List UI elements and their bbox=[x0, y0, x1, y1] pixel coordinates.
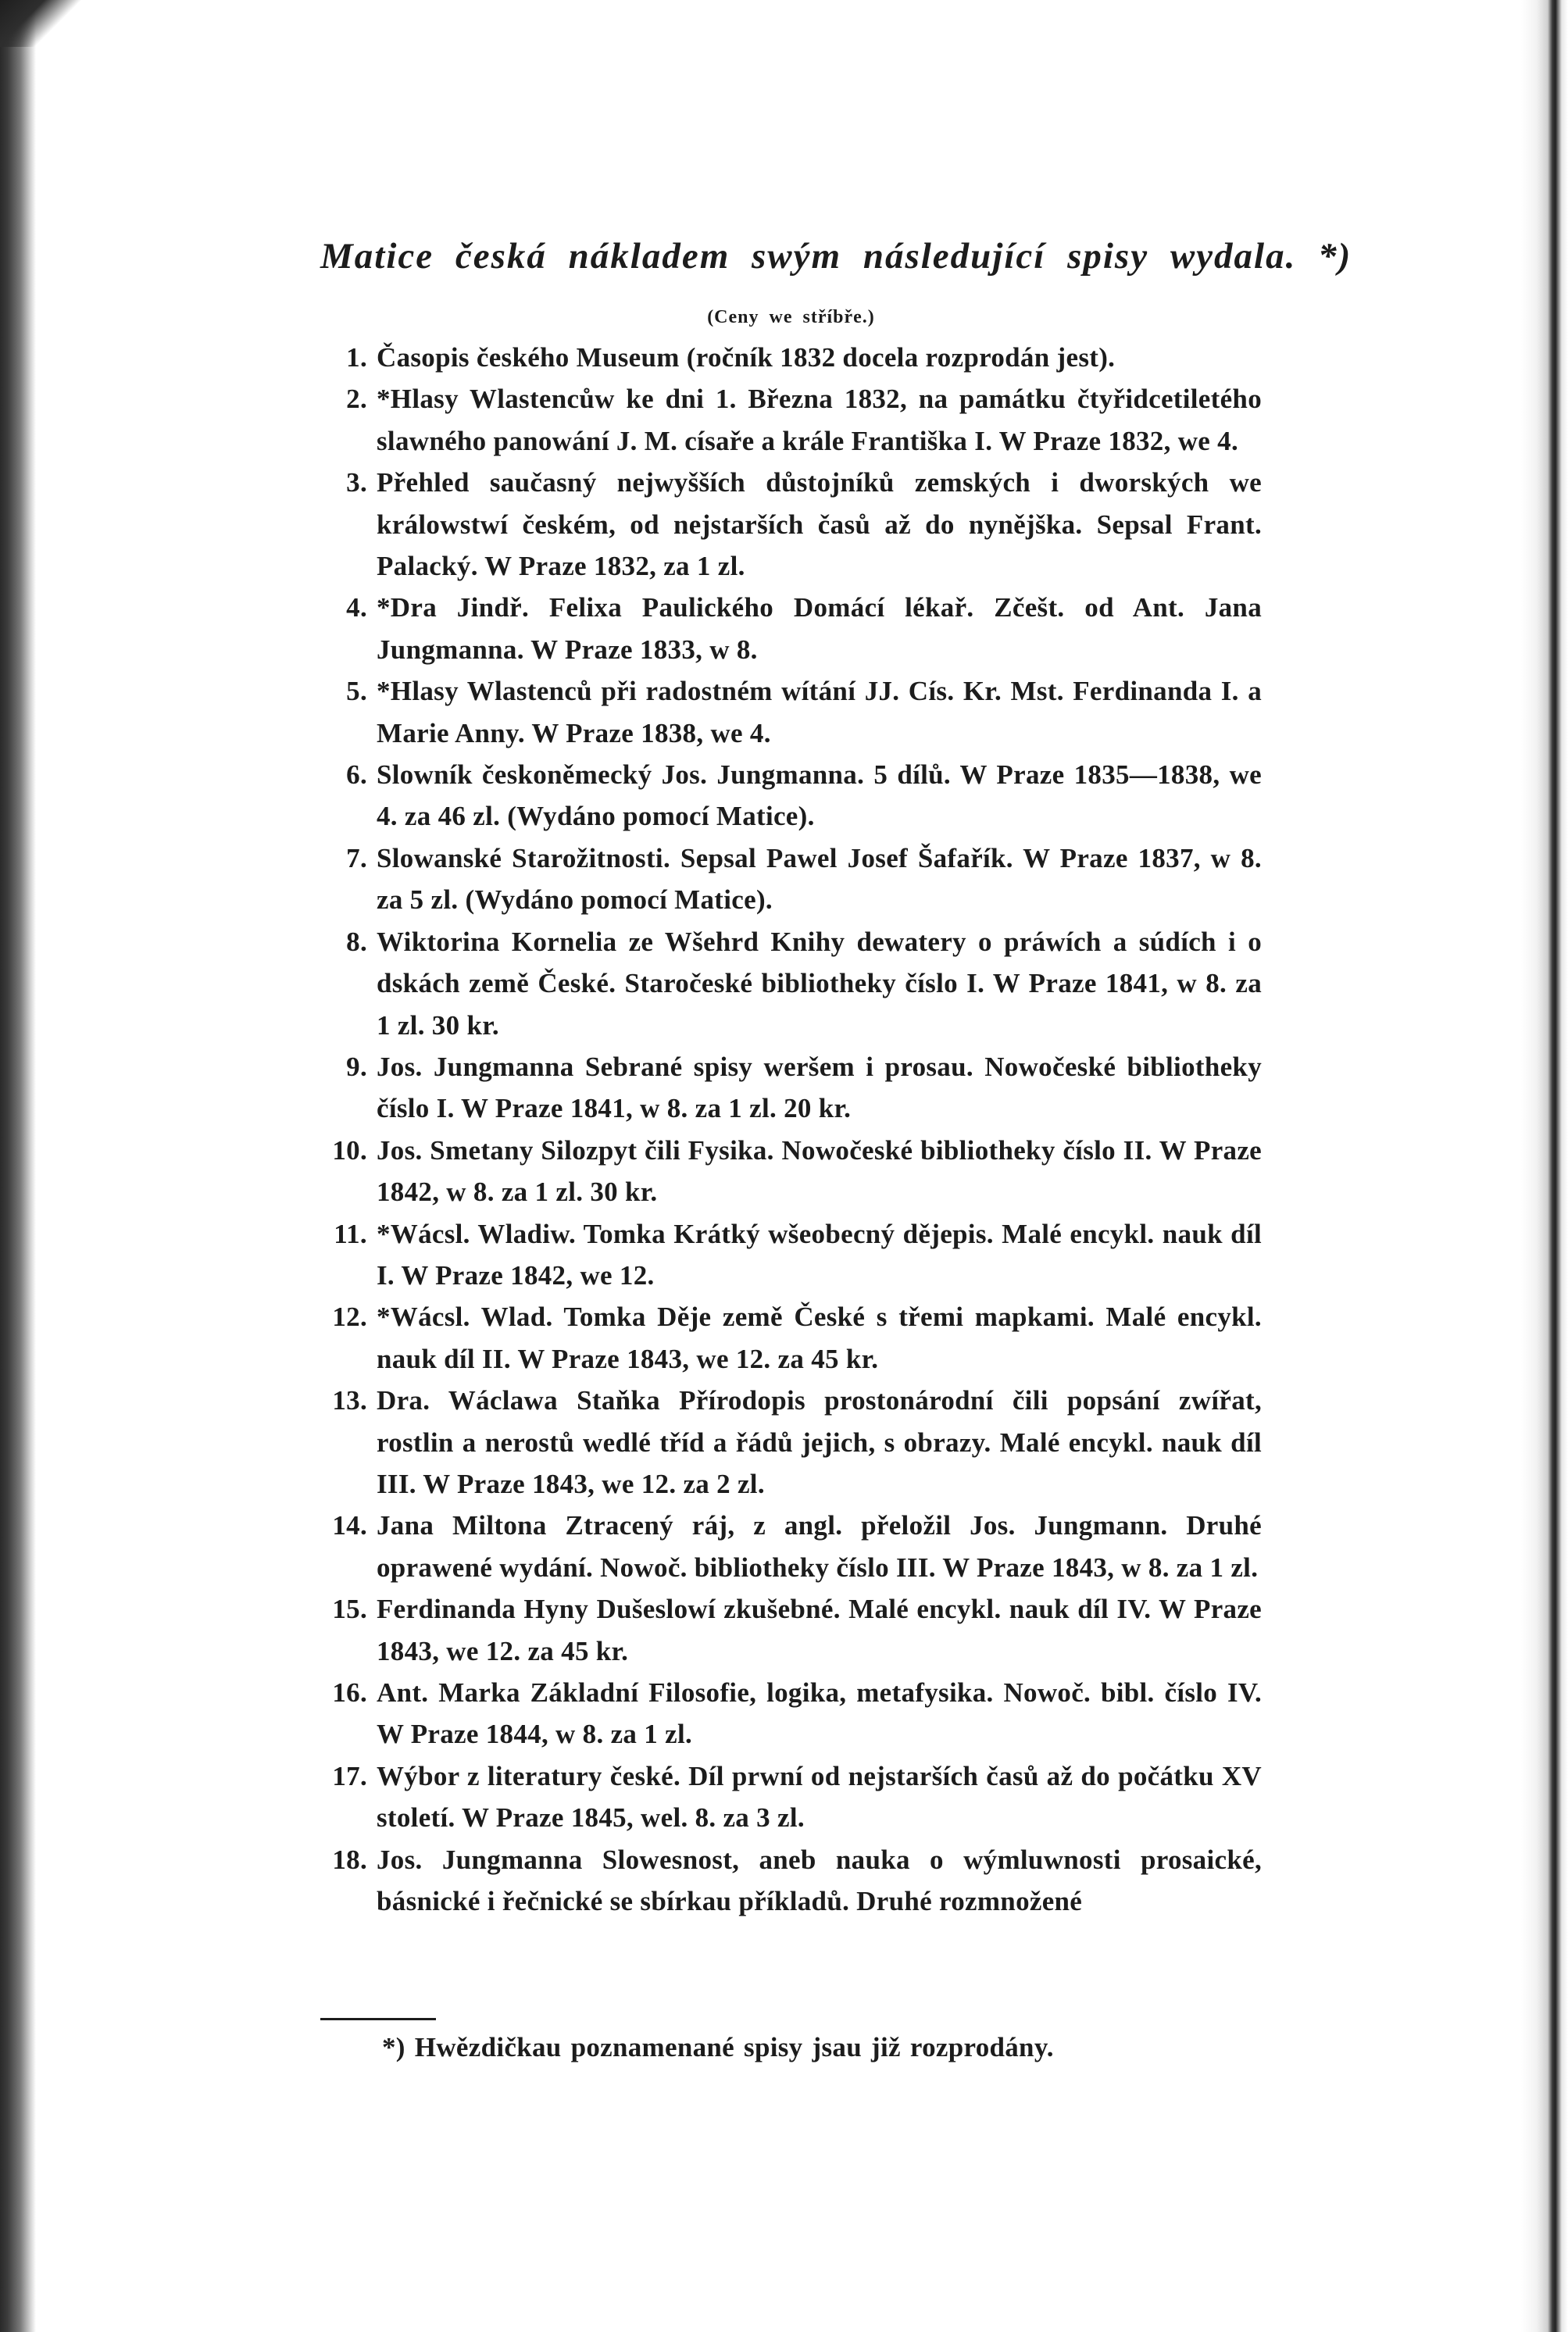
item-text: Ferdinanda Hyny Dušeslowí zkušebné. Malé encykl. nauk díl IV. W Praze 1843, we 12. za 45 kr. bbox=[377, 1594, 1262, 1666]
item-number: 8. bbox=[346, 926, 367, 957]
item-text: *Wácsl. Wladiw. Tomka Krátký wšeobecný dějepis. Malé encykl. nauk díl I. W Praze 1842, we 12. bbox=[377, 1218, 1262, 1291]
list-item bbox=[320, 1130, 1262, 1213]
list-item bbox=[320, 1296, 1262, 1380]
item-number: 12. bbox=[332, 1302, 367, 1333]
item-number: 18. bbox=[332, 1844, 367, 1875]
item-number: 9. bbox=[346, 1051, 367, 1082]
list-item bbox=[320, 1672, 1262, 1755]
item-text: *Hlasy Wlastenců při radostném wítání JJ. Cís. Kr. Mst. Ferdinanda I. a Marie Anny. W Praze 1838, we 4. bbox=[377, 676, 1262, 748]
item-text: *Dra Jindř. Felixa Paulického Domácí lékař. Zčešt. od Ant. Jana Jungmanna. W Praze 1833, w 8. bbox=[377, 592, 1262, 665]
item-text: Wýbor z literatury české. Díl prwní od nejstarších časů až do počátku XV století. W Praze 1845, wel. 8. za 3 zl. bbox=[377, 1760, 1262, 1834]
list-item bbox=[320, 1046, 1262, 1130]
list-item bbox=[320, 587, 1262, 670]
item-number: 5. bbox=[346, 676, 367, 707]
page-title: Matice česká nákladem swým následující spisy wydala. *) bbox=[320, 236, 1352, 277]
item-number: 15. bbox=[332, 1594, 367, 1625]
list-item bbox=[320, 754, 1262, 837]
list-item bbox=[320, 1213, 1262, 1297]
item-number: 17. bbox=[332, 1760, 367, 1791]
item-text: Dra. Wáclawa Staňka Přírodopis prostonárodní čili popsání zwířat, rostlin a nerostů wedlé tříd a řádů jejich, s obrazy. Malé encykl. nauk díl III. W Praze 1843, we 12. za 2 zl. bbox=[377, 1385, 1262, 1499]
list-item bbox=[320, 837, 1262, 921]
item-text: Časopis českého Museum (ročník 1832 docela rozprodán jest). bbox=[377, 342, 1116, 373]
list-item bbox=[320, 670, 1262, 754]
list-item bbox=[320, 1380, 1262, 1505]
item-text: *Hlasy Wlastencůw ke dni 1. Března 1832, na památku čtyřidcetiletého slawného panowání J. M. císaře a krále Františka I. W Praze 1832, we 4. bbox=[377, 384, 1262, 456]
list-item bbox=[320, 378, 1262, 462]
list-item bbox=[320, 1588, 1262, 1672]
item-number: 16. bbox=[332, 1677, 367, 1708]
item-number: 4. bbox=[346, 592, 367, 623]
item-number: 11. bbox=[334, 1218, 367, 1249]
item-text: Wiktorina Kornelia ze Wšehrd Knihy dewatery o práwích a súdích i o dskách země České. Staročeské bibliotheky číslo I. W Praze 1841, w 8. za 1 zl. 30 kr. bbox=[377, 926, 1262, 1041]
item-text: Ant. Marka Základní Filosofie, logika, metafysika. Nowoč. bibl. číslo IV. W Praze 1844, w 8. za 1 zl. bbox=[377, 1677, 1262, 1750]
item-number: 14. bbox=[332, 1510, 367, 1541]
list-item bbox=[320, 1755, 1262, 1839]
list-item bbox=[320, 337, 1262, 378]
item-text: Přehled saučasný nejwyšších důstojníků zemských i dworských we králowstwí českém, od nejstarších časů až do nynějška. Sepsal Frant. Palacký. W Praze 1832, za 1 zl. bbox=[377, 467, 1262, 582]
list-item bbox=[320, 1505, 1262, 1588]
list-item bbox=[320, 921, 1262, 1046]
document-page bbox=[320, 230, 1352, 1922]
item-number: 1. bbox=[346, 342, 367, 373]
scan-left-edge bbox=[0, 0, 36, 2332]
list-item bbox=[320, 462, 1262, 587]
item-text: Jos. Smetany Silozpyt čili Fysika. Nowočeské bibliotheky číslo II. W Praze 1842, w 8. za 1 zl. 30 kr. bbox=[377, 1134, 1262, 1208]
scan-corner-shadow bbox=[0, 0, 102, 47]
item-number: 6. bbox=[346, 759, 367, 791]
price-note: (Ceny we stříbře.) bbox=[707, 307, 875, 327]
item-number: 2. bbox=[346, 384, 367, 415]
item-text: Slowanské Starožitnosti. Sepsal Pawel Josef Šafařík. W Praze 1837, w 8. za 5 zl. (Wydáno pomocí Matice). bbox=[377, 842, 1262, 916]
item-text: Jana Miltona Ztracený ráj, z angl. přeložil Jos. Jungmann. Druhé oprawené wydání. Nowoč. bibliotheky číslo III. W Praze 1843, w 8. za 1 zl. bbox=[377, 1510, 1262, 1583]
item-number: 7. bbox=[346, 842, 367, 873]
item-text: Jos. Jungmanna Sebrané spisy weršem i prosau. Nowočeské bibliotheky číslo I. W Praze 1841, w 8. za 1 zl. 20 kr. bbox=[377, 1051, 1262, 1124]
publication-list bbox=[320, 337, 1262, 1922]
item-number: 13. bbox=[332, 1385, 367, 1416]
item-text: *Wácsl. Wlad. Tomka Děje země České s třemi mapkami. Malé encykl. nauk díl II. W Praze 1843, we 12. za 45 kr. bbox=[377, 1302, 1262, 1374]
item-text: Slowník českoněmecký Jos. Jungmanna. 5 dílů. W Praze 1835—1838, we 4. za 46 zl. (Wydáno pomocí Matice). bbox=[377, 759, 1262, 832]
list-item bbox=[320, 1839, 1262, 1923]
footnote: *) Hwězdičkau poznamenané spisy jsau již rozprodány. bbox=[382, 2032, 1054, 2062]
item-number: 3. bbox=[346, 467, 367, 498]
item-text: Jos. Jungmanna Slowesnost, aneb nauka o wýmluwnosti prosaické, básnické i řečnické se sbírkau příkladů. Druhé rozmnožené bbox=[377, 1844, 1262, 1917]
item-number: 10. bbox=[332, 1134, 367, 1166]
footnote-rule bbox=[320, 2018, 436, 2020]
scan-right-edge bbox=[1521, 0, 1568, 2332]
